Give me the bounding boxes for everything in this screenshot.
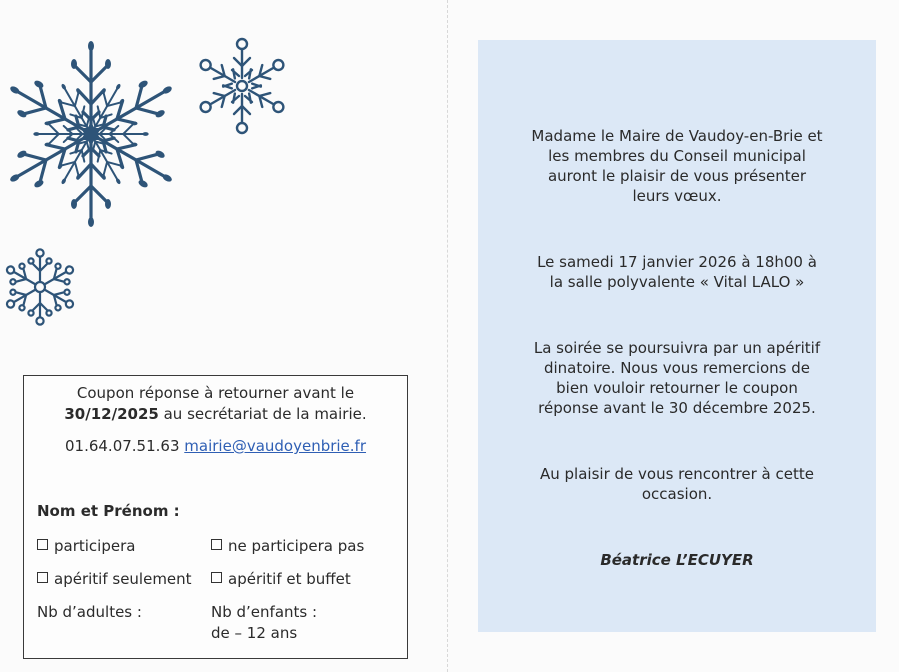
- children-label: Nb d’enfants :: [211, 603, 318, 621]
- option-aperitif-seulement[interactable]: apéritif seulement: [37, 570, 192, 588]
- signature: Béatrice L’ECUYER: [600, 551, 754, 569]
- children-age-label: de – 12 ans: [211, 624, 298, 642]
- option-ne-participera-pas[interactable]: ne participera pas: [211, 537, 364, 555]
- invitation-intro: Madame le Maire de Vaudoy-en-Brie et les membres du Conseil municipal auront le plaisir de vous présenter leurs vœux.: [531, 127, 823, 205]
- adults-label: Nb d’adultes :: [37, 603, 142, 621]
- snowflake-small-icon: [0, 244, 80, 330]
- reply-coupon: [23, 375, 408, 659]
- invitation-panel: [478, 40, 876, 632]
- invitation-date-place: Le samedi 17 janvier 2026 à 18h00 à la salle polyvalente « Vital LALO »: [537, 253, 817, 291]
- coupon-instruction-rest: au secrétariat de la mairie.: [158, 405, 367, 423]
- checkbox-icon[interactable]: [37, 539, 48, 550]
- checkbox-icon[interactable]: [211, 572, 222, 583]
- coupon-deadline-line: [24, 405, 407, 423]
- invitation-closing: Au plaisir de vous rencontrer à cette occasion.: [540, 465, 814, 503]
- email-link[interactable]: mairie@vaudoyenbrie.fr: [184, 437, 367, 455]
- name-label: Nom et Prénom :: [37, 502, 180, 520]
- checkbox-icon[interactable]: [37, 572, 48, 583]
- fold-line: [447, 0, 448, 672]
- snowflake-large-icon: [0, 38, 182, 230]
- invitation-details: La soirée se poursuivra par un apéritif dinatoire. Nous vous remercions de bien vouloir retourner le coupon réponse avant le 30 décembre 2025.: [533, 339, 821, 417]
- coupon-instruction: Coupon réponse à retourner avant le: [76, 384, 355, 402]
- snowflake-medium-icon: [193, 34, 291, 138]
- option-participera[interactable]: participera: [37, 537, 135, 555]
- coupon-deadline: 30/12/2025: [64, 405, 159, 423]
- checkbox-icon[interactable]: [211, 539, 222, 550]
- coupon-contact: [24, 437, 407, 455]
- phone-number: 01.64.07.51.63: [64, 437, 180, 455]
- option-aperitif-et-buffet[interactable]: apéritif et buffet: [211, 570, 351, 588]
